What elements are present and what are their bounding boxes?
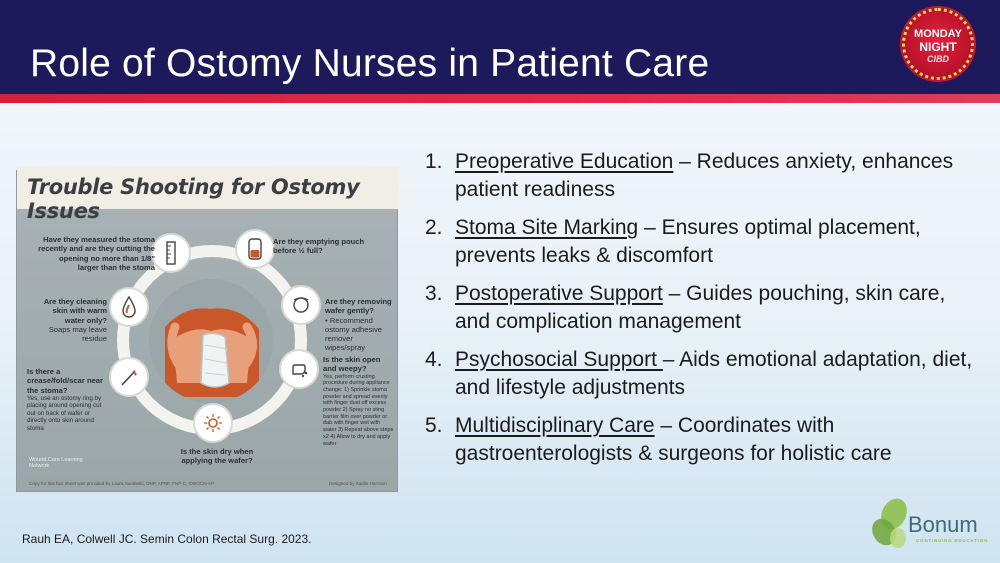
list-item <box>425 346 985 402</box>
infographic-designer: Designed by Kaitlin Harrison <box>329 481 387 486</box>
header-stripe <box>0 94 1000 103</box>
list-heading: Stoma Site Marking <box>455 216 639 239</box>
role-list <box>425 148 985 478</box>
list-item <box>425 214 985 270</box>
list-description: – Ensures optimal placement, prevents leaks & discomfort <box>455 216 921 267</box>
tip-crease-sub: Yes, use an ostomy ring by placing around opening cut out on back of wafer or directly onto skin around stoma <box>27 394 102 432</box>
slide-title: Role of Ostomy Nurses in Patient Care <box>30 42 710 85</box>
list-description: – Coordinates with gastroenterologists & surgeons for holistic care <box>455 414 892 465</box>
citation: Rauh EA, Colwell JC. Semin Colon Rectal Surg. 2023. <box>22 532 312 546</box>
scalpel-icon <box>109 357 149 397</box>
tip-clean-skin <box>31 297 107 343</box>
troubleshooting-infographic <box>16 170 398 492</box>
list-heading: Preoperative Education <box>455 150 674 173</box>
list-heading: Multidisciplinary Care <box>455 414 655 437</box>
list-heading: Psychosocial Support <box>455 348 663 371</box>
wafer-removal-icon <box>281 285 321 325</box>
ruler-icon <box>151 233 191 273</box>
list-description: – Reduces anxiety, enhances patient readiness <box>455 150 954 201</box>
hand-wet-icon <box>279 349 319 389</box>
badge-line2: NIGHT <box>919 40 957 54</box>
list-item <box>425 412 985 468</box>
header-bar <box>0 0 1000 94</box>
list-heading: Postoperative Support <box>455 282 663 305</box>
torso-illustration <box>149 279 273 403</box>
tip-measure-stoma: Have they measured the stoma recently and are they cutting the opening no more than 1/8" larger than the stoma <box>38 235 155 272</box>
monday-night-ibd-badge <box>902 8 974 80</box>
list-number: 5. <box>425 414 443 437</box>
badge-line3: CIBD <box>927 54 949 64</box>
list-description: – Aids emotional adaptation, diet, and lifestyle adjustments <box>455 348 973 399</box>
sun-dry-icon <box>193 403 233 443</box>
infographic-title: Trouble Shooting for Ostomy Issues <box>17 167 399 209</box>
tip-empty-pouch: Are they emptying pouch before ½ full? <box>273 237 365 256</box>
pouch-level-icon <box>235 229 275 269</box>
list-number: 3. <box>425 282 443 305</box>
tip-clean-skin-sub: Soaps may leave residue <box>48 324 107 343</box>
water-drop-icon <box>109 287 149 327</box>
list-item <box>425 280 985 336</box>
wound-care-logo: Wound Care Learning Network <box>29 457 83 470</box>
list-number: 4. <box>425 348 443 371</box>
tip-crease-fold <box>27 367 109 433</box>
tip-remove-wafer-main: Are they removing wafer gently? <box>325 297 392 316</box>
tip-crease-main: Is there a crease/fold/scar near the stoma? <box>27 367 103 395</box>
list-number: 1. <box>425 150 443 173</box>
tip-remove-wafer-sub: • Recommend ostomy adhesive remover wipes/spray <box>325 315 382 353</box>
tip-weepy-sub: Yes, perform crusting procedure during appliance change: 1) Sprinkle stoma powder and spread evenly with finger dust off excess powder 2) Spray no sting barrier film over powder or dab with finger wet with water 3) Repeat above steps x2 4) Allow to dry and apply wafer <box>323 373 394 447</box>
list-number: 2. <box>425 216 443 239</box>
infographic-credit: Copy for this fact sheet was provided by Laura Sundeski, DNP, APNP, FNP-C, CWOCN-AP <box>29 481 215 486</box>
tip-remove-wafer <box>325 297 395 353</box>
badge-line1: MONDAY <box>914 28 962 40</box>
tip-skin-weepy <box>323 355 395 447</box>
tip-skin-dry: Is the skin dry when applying the wafer? <box>180 447 254 466</box>
bonum-name: Bonum <box>908 512 978 537</box>
bonum-logo <box>868 496 992 552</box>
bonum-tagline: CONTINUING EDUCATION <box>916 538 989 543</box>
tip-weepy-main: Is the skin open and weepy? <box>323 355 381 374</box>
list-item <box>425 148 985 204</box>
tip-clean-skin-main: Are they cleaning skin with warm water only? <box>43 297 107 325</box>
list-description: – Guides pouching, skin care, and complication management <box>455 282 946 333</box>
